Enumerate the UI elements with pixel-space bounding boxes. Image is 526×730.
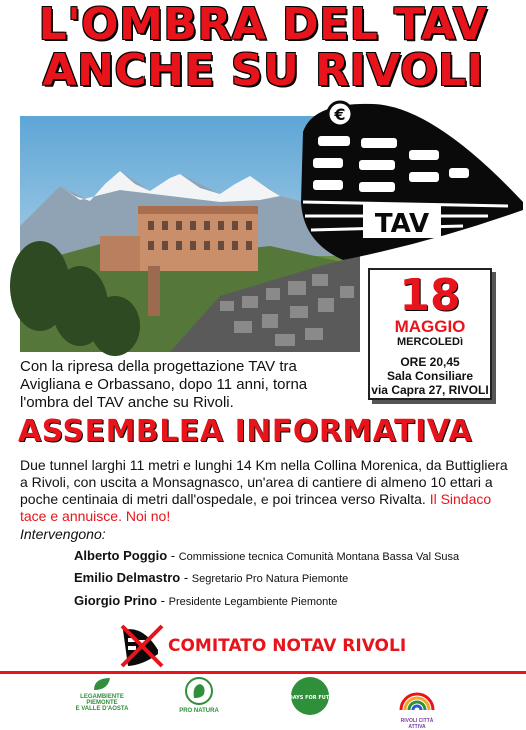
- speaker-item: Emilio Delmastro - Segretario Pro Natura Piemonte: [74, 570, 349, 585]
- logo-text: PIEMONTE: [86, 700, 118, 706]
- assembly-title: ASSEMBLEA INFORMATIVA: [18, 414, 473, 449]
- tav-label: TAV: [374, 209, 430, 239]
- speaker-item: Giorgio Prino - Presidente Legambiente Piemonte: [74, 593, 338, 608]
- rivoli-citta-attiva-logo: [392, 676, 442, 730]
- logo-text: RIVOLI CITTÀ ATTIVA: [400, 718, 434, 730]
- title-line-1: L'OMBRA DEL TAV: [38, 0, 488, 50]
- intro-text: Con la ripresa della progettazione TAV tra Avigliana e Orbassano, dopo 11 anni, torna l'ombra del TAV anche su Rivoli.: [20, 358, 308, 411]
- fridays-for-future-logo: [279, 676, 341, 719]
- globe-icon: [279, 676, 341, 716]
- speaker-name: Giorgio Prino: [74, 593, 158, 608]
- committee-name: COMITATO NOTAV RIVOLI: [168, 636, 407, 656]
- speaker-role: Commissione tecnica Comunità Montana Bassa Val Susa: [178, 551, 460, 563]
- description-text: [20, 457, 510, 525]
- speaker-name: Emilio Delmastro: [74, 570, 181, 585]
- committee-block: [110, 618, 430, 670]
- squirrel-icon: [184, 676, 214, 706]
- speaker-item: Alberto Poggio - Commissione tecnica Comunità Montana Bassa Val Susa: [74, 548, 460, 563]
- speaker-name: Alberto Poggio: [74, 548, 168, 563]
- event-time: ORE 20,45: [400, 355, 460, 369]
- speaker-role: Segretario Pro Natura Piemonte: [191, 573, 349, 585]
- leaf-icon: [92, 676, 112, 692]
- event-venue: Sala Consiliare: [386, 369, 474, 383]
- euro-emblem-icon: €: [334, 105, 346, 124]
- tav-train-graphic: [283, 92, 526, 272]
- event-date-box: [368, 268, 492, 400]
- event-weekday: MERCOLEDì: [397, 336, 463, 348]
- speakers-label: Intervengono:: [20, 526, 106, 542]
- logo-text: LEGAMBIENTE: [80, 694, 124, 700]
- event-address: via Capra 27, RIVOLI: [371, 383, 489, 397]
- divider: [0, 671, 526, 674]
- rainbow-icon: [395, 676, 439, 716]
- event-month: MAGGIO: [394, 317, 466, 336]
- logo-text: FRIDAYS FOR FUTURE: [279, 695, 341, 701]
- logo-text: PRO NATURA: [179, 708, 219, 714]
- legambiente-logo: [72, 676, 132, 719]
- notav-train-icon: [118, 620, 168, 670]
- title-line-2: ANCHE SU RIVOLI: [42, 45, 484, 96]
- description-highlight: Il Sindaco tace e annuisce. Noi no!: [20, 491, 492, 524]
- logo-text: E VALLE D'AOSTA: [75, 706, 129, 712]
- description-body: Due tunnel larghi 11 metri e lunghi 14 Km nella Collina Morenica, da Buttigliera a Rivoli, con uscita a Monsagnasco, un'area di cantiere di almeno 10 ettari a poche centinaia di metri dall'ospedale, e poi trincea verso Rivalta.: [20, 457, 508, 507]
- pronatura-logo: [174, 676, 224, 719]
- speaker-role: Presidente Legambiente Piemonte: [168, 596, 338, 608]
- event-day-number: 18: [399, 270, 461, 321]
